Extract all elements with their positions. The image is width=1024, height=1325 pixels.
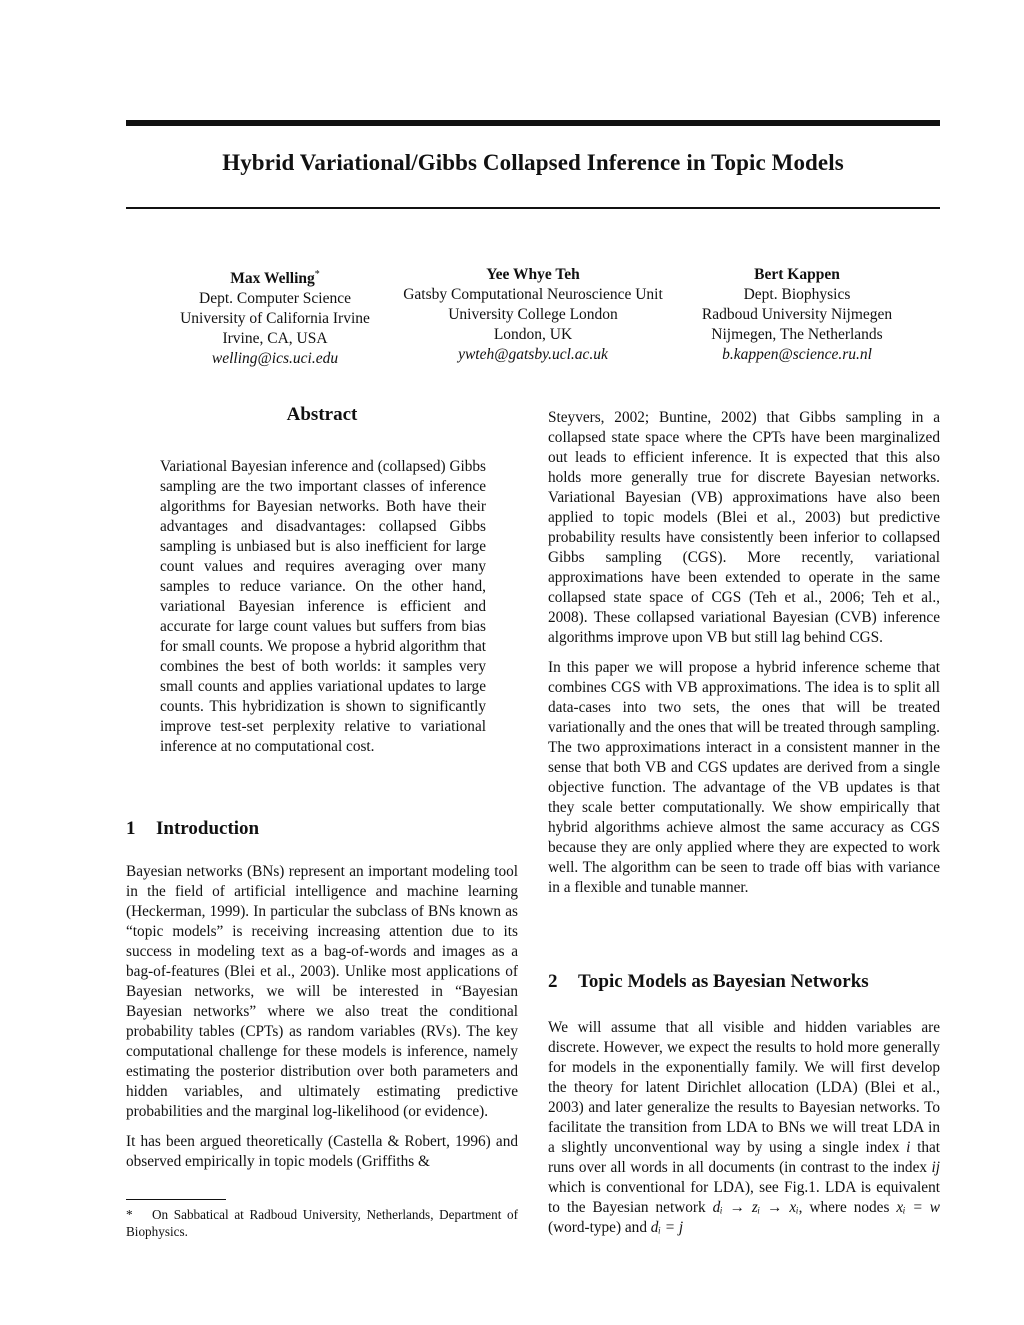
author-org: University College London — [448, 306, 618, 323]
paragraph: Bayesian networks (BNs) represent an important modeling tool in the field of artificial intelligence and machine learning (Heckerman, 1999). In particular the subclass of BNs known as “topic models” is receiving increasing attention due to its success in modeling text as a bag-of-words and images as a bag-of-features (Blei et al., 2003). Unlike most applications of Bayesian networks, we will be interested in “Bayesian Bayesian networks” where we also treat the conditional probability tables (CPTs) as random variables (RVs). The key computational challenge for these models is inference, namely estimating the posterior distribution over both parameters and hidden variables, and ultimately estimating predictive probabilities and the marginal log-likelihood (or evidence). — [126, 863, 518, 1120]
author-org: Radboud University Nijmegen — [701, 306, 893, 323]
author-block-3 — [690, 265, 904, 365]
author-name: Yee Whye Teh — [486, 266, 580, 283]
author-email: ywteh@gatsby.ucl.ac.uk — [458, 346, 608, 363]
author-dept: Dept. Computer Science — [199, 290, 351, 308]
footnote: * On Sabbatical at Radboud University, Netherlands, Department of Biophysics. — [126, 1207, 518, 1239]
paper-title: Hybrid Variational/Gibbs Collapsed Inference in Topic Models — [222, 150, 844, 175]
author-location: Nijmegen, The Netherlands — [711, 326, 883, 343]
author-block-1 — [140, 265, 410, 369]
author-email: b.kappen@science.ru.nl — [722, 346, 872, 363]
paragraph: Steyvers, 2002; Buntine, 2002) that Gibbs sampling in a collapsed state space where the CPTs have been marginalized out leads to efficient inference. It is expected that this also holds more generally true for discrete Bayesian networks. Variational Bayesian (VB) approximations have also been applied to topic models (Blei et al., 2003) but predictive probability results have consistently been inferior to collapsed Gibbs sampling (CGS). More recently, variational approximations have been extended to operate in the same collapsed state space of CGS (Teh et al., 2006; Teh et al., 2008). These collapsed variational Bayesian (CVB) inference algorithms improve upon VB but still lag behind CGS. — [548, 409, 940, 646]
math-inline: dᵢ = j — [650, 1219, 684, 1236]
paragraph: In this paper we will propose a hybrid inference scheme that combines CGS with VB approximations. The idea is to split all data-cases into two sets, the ones that will be treated variationally and the ones that will be treated through sampling. The two approximations interact in a consistent manner in the sense that both VB and CGS updates are derived from a single objective function. The advantage of the VB updates is that they scale better computationally. We show empirically that hybrid algorithms achieve almost the same accuracy as CGS because they are only applied where they are expected to work well. The algorithm can be seen to trade off bias with variance in a flexible and tunable manner. — [548, 659, 940, 896]
footnote-rule — [126, 1199, 226, 1200]
title-bottom-rule — [126, 207, 940, 209]
footnote-mark: * — [126, 1207, 133, 1222]
author-block-2 — [390, 265, 676, 365]
section-1-heading: 1 Introduction — [126, 818, 260, 839]
abstract-heading: Abstract — [286, 404, 358, 425]
math-inline: xᵢ = w — [896, 1199, 940, 1216]
author-dept: Gatsby Computational Neuroscience Unit — [403, 286, 663, 303]
author-org: University of California Irvine — [180, 310, 370, 328]
abstract-text: Variational Bayesian inference and (collapsed) Gibbs sampling are the two important classes of inference algorithms for Bayesian networks. Both have their advantages and disadvantages: collapsed Gibbs sampling is unbiased but is also inefficient for large count values and requires averaging over many samples to reduce variance. On the other hand, variational Bayesian inference is efficient and accurate for large count values but suffers from bias for small counts. We propose a hybrid algorithm that combines the best of both worlds: it samples very small counts and applies variational updates to large counts. This hybridization is shown to significantly improve test-set perplexity relative to variational inference at no computational cost. — [160, 458, 486, 755]
paragraph: We will assume that all visible and hidden variables are discrete. However, we expect the results to hold more generally for models in the exponentially family. We will first develop the theory for latent Dirichlet allocation (LDA) (Blei et al., 2003) and later generalize the results to Bayesian networks. To facilitate the transition from LDA to BNs we will treat LDA in a slightly unconventional way by using a single index i that runs over all words in all documents (in contrast to the index ij which is conventional for LDA), see Fig.1. LDA is equivalent to the Bayesian network dᵢ → zᵢ → xᵢ, where nodes xᵢ = w (word-type) and dᵢ = j — [548, 1019, 941, 1236]
title-top-rule — [126, 120, 940, 126]
author-dept: Dept. Biophysics — [743, 286, 851, 303]
section-2-text — [548, 1018, 940, 1248]
section-2-heading: 2 Topic Models as Bayesian Networks — [548, 971, 869, 992]
paragraph: It has been argued theoretically (Castella & Robert, 1996) and observed empirically in topic models (Griffiths & — [126, 1133, 518, 1170]
math-inline: i — [906, 1139, 911, 1156]
author-name: Max Welling* — [230, 269, 320, 288]
introduction-left-column — [126, 862, 518, 1182]
author-location: London, UK — [493, 326, 573, 343]
right-column — [548, 408, 940, 908]
math-inline: dᵢ → zᵢ → xᵢ — [712, 1199, 799, 1216]
math-inline: ij — [931, 1159, 940, 1176]
author-name: Bert Kappen — [754, 266, 840, 283]
author-email: welling@ics.uci.edu — [211, 350, 339, 368]
author-location: Irvine, CA, USA — [222, 330, 328, 348]
